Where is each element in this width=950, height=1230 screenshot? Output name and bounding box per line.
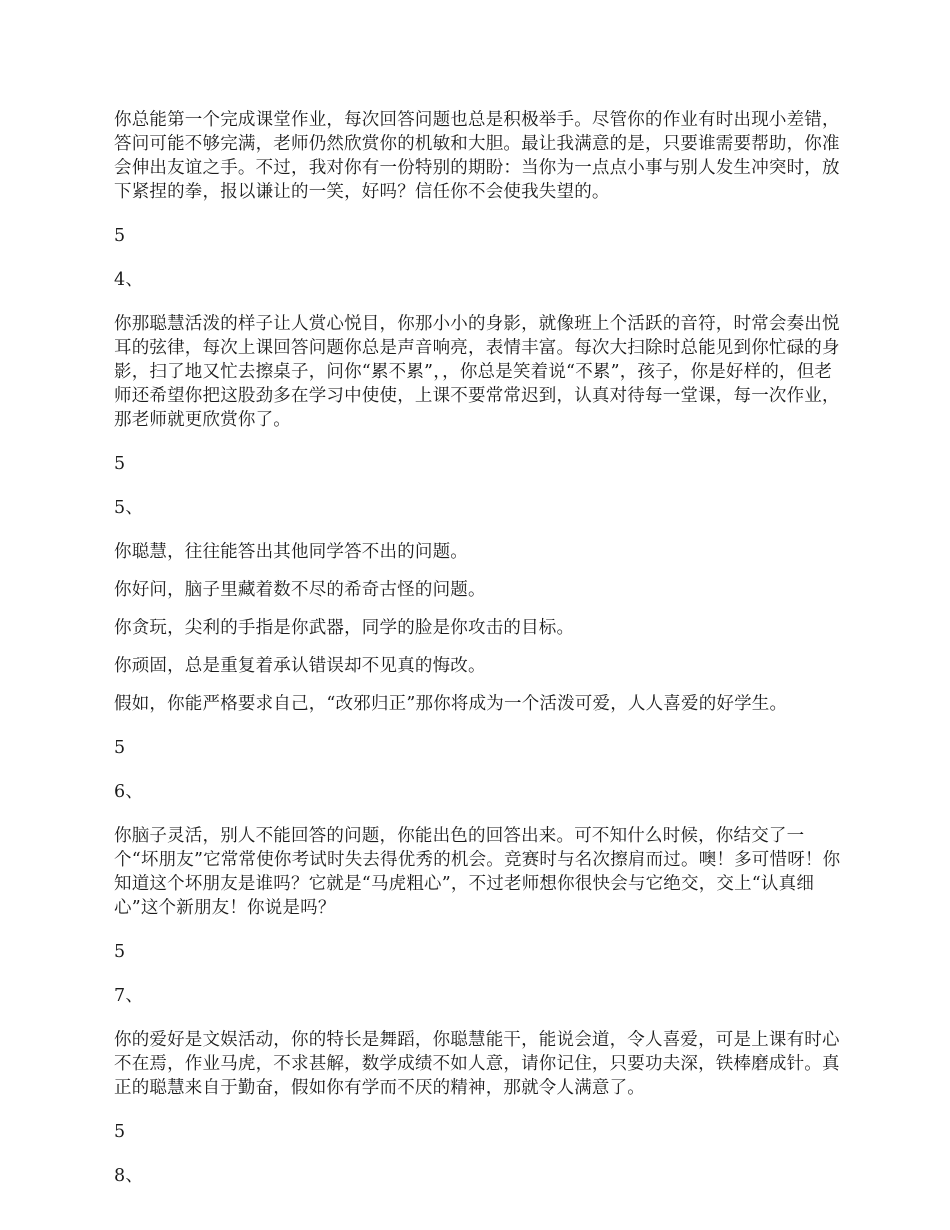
document-body <box>114 108 844 1208</box>
score-value: 5 <box>114 738 126 758</box>
comment-paragraph: 你脑子灵活，别人不能回答的问题，你能出色的回答出来。可不知什么时候，你结交了一个“坏朋友”它常常使你考试时失去得优秀的机会。竞赛时与名次擦肩而过。噢！多可惜呀！你知道这个坏朋友是谁吗？它就是“马虎粗心”，不过老师想你很快会与它绝交，交上“认真细心”这个新朋友！你说是吗？ <box>114 826 841 918</box>
score-value: 5 <box>114 1122 126 1142</box>
comment-line: 你贪玩，尖利的手指是你武器，同学的脸是你攻击的目标。 <box>114 618 575 638</box>
comment-line: 你顽固，总是重复着承认错误却不见真的悔改。 <box>114 656 486 676</box>
comment-paragraph: 假如，你能严格要求自己，“改邪归正”那你将成为一个活泼可爱，人人喜爱的好学生。 <box>114 694 788 714</box>
score-value: 5 <box>114 454 126 474</box>
comment-paragraph: 你的爱好是文娱活动，你的特长是舞蹈，你聪慧能干，能说会道，令人喜爱，可是上课有时心不在焉，作业马虎，不求甚解，数学成绩不如人意，请你记住，只要功夫深，铁棒磨成针。真正的聪慧来自于勤奋，假如你有学而不厌的精神，那就令人满意了。 <box>114 1030 840 1098</box>
item-number: 8、 <box>114 1166 144 1186</box>
comment-paragraph: 你那聪慧活泼的样子让人赏心悦目，你那小小的身影，就像班上个活跃的音符，时常会奏出悦耳的弦律，每次上课回答问题你总是声音响亮，表情丰富。每次大扫除时总能见到你忙碌的身影，扫了地又忙去擦桌子，问你“累不累”，，你总是笑着说“不累”，孩子，你是好样的，但老师还希望你把这股劲多在学习中使使，上课不要常常迟到，认真对待每一堂课，每一次作业，那老师就更欣赏你了。 <box>114 314 840 430</box>
score-value: 5 <box>114 942 126 962</box>
comment-line: 你聪慧，往往能答出其他同学答不出的问题。 <box>114 542 468 562</box>
item-number: 4、 <box>114 270 144 290</box>
item-number: 6、 <box>114 782 144 802</box>
comment-line: 你好问，脑子里藏着数不尽的希奇古怪的问题。 <box>114 580 486 600</box>
comment-paragraph: 你总能第一个完成课堂作业，每次回答问题也总是积极举手。尽管你的作业有时出现小差错，答问可能不够完满，老师仍然欣赏你的机敏和大胆。最让我满意的是，只要谁需要帮助，你准会伸出友谊之手。不过，我对你有一份特别的期盼：当你为一点点小事与别人发生冲突时，放下紧捏的拳，报以谦让的一笑，好吗？信任你不会使我失望的。 <box>114 110 840 202</box>
item-number: 5、 <box>114 498 144 518</box>
item-number: 7、 <box>114 986 144 1006</box>
score-value: 5 <box>114 226 126 246</box>
